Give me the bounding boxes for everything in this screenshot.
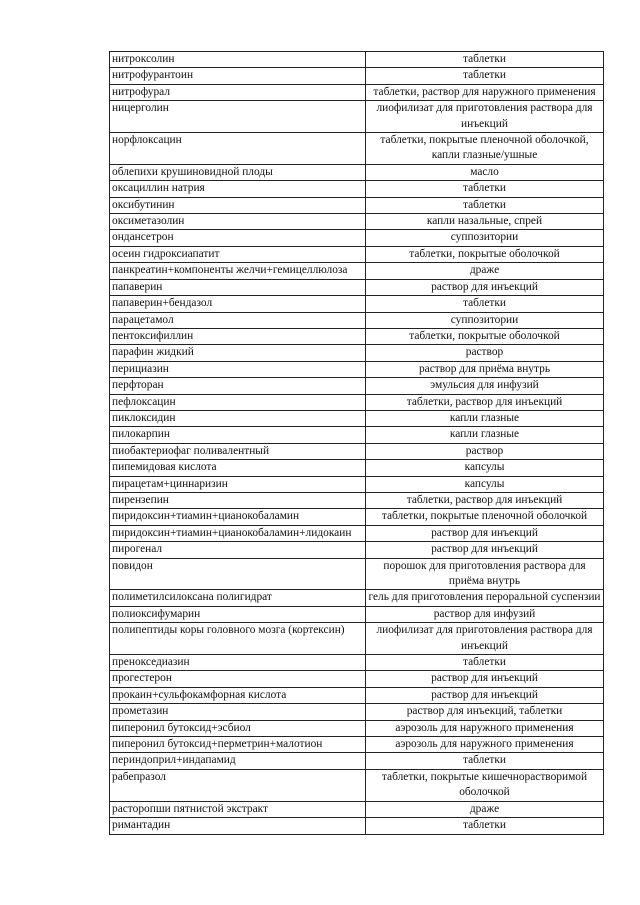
table-row — [110, 590, 604, 606]
table-row — [110, 181, 604, 197]
drug-name-cell: пиридоксин+тиамин+цианокобаламин+лидокаин — [110, 525, 366, 541]
table-row — [110, 460, 604, 476]
dosage-form-cell: таблетки — [366, 296, 604, 312]
dosage-form-cell: таблетки — [366, 818, 604, 834]
drug-name-cell: периндоприл+индапамид — [110, 753, 366, 769]
table-row — [110, 720, 604, 736]
table-row — [110, 68, 604, 84]
drug-name-cell: пиперонил бутоксид+эсбиол — [110, 720, 366, 736]
table-row — [110, 345, 604, 361]
table-row — [110, 801, 604, 817]
dosage-form-cell: раствор для инъекций — [366, 279, 604, 295]
table-row — [110, 296, 604, 312]
drug-name-cell: пилокарпин — [110, 427, 366, 443]
dosage-form-cell: драже — [366, 801, 604, 817]
dosage-form-cell: таблетки — [366, 181, 604, 197]
drug-name-cell: парацетамол — [110, 312, 366, 328]
drug-forms-table — [109, 51, 604, 835]
drug-name-cell: полипептиды коры головного мозга (кортексин) — [110, 623, 366, 655]
table-row — [110, 443, 604, 459]
drug-name-cell: ондансетрон — [110, 230, 366, 246]
table-row — [110, 84, 604, 100]
table-row — [110, 378, 604, 394]
table-row — [110, 753, 604, 769]
dosage-form-cell: таблетки — [366, 52, 604, 68]
drug-name-cell: пиклоксидин — [110, 410, 366, 426]
drug-name-cell: пиобактериофаг поливалентный — [110, 443, 366, 459]
table-row — [110, 525, 604, 541]
table-row — [110, 263, 604, 279]
dosage-form-cell: таблетки — [366, 753, 604, 769]
drug-name-cell: полиоксифумарин — [110, 606, 366, 622]
dosage-form-cell: раствор для инъекций — [366, 687, 604, 703]
drug-name-cell: оксибутинин — [110, 197, 366, 213]
drug-name-cell: парафин жидкий — [110, 345, 366, 361]
table-row — [110, 52, 604, 68]
table-row — [110, 655, 604, 671]
table-row — [110, 606, 604, 622]
table-row — [110, 279, 604, 295]
table-row — [110, 394, 604, 410]
dosage-form-cell: гель для приготовления пероральной суспензии — [366, 590, 604, 606]
dosage-form-cell: лиофилизат для приготовления раствора для инъекций — [366, 623, 604, 655]
dosage-form-cell: таблетки, покрытые пленочной оболочкой — [366, 509, 604, 525]
dosage-form-cell: капсулы — [366, 476, 604, 492]
table-row — [110, 769, 604, 801]
dosage-form-cell: раствор для инъекций — [366, 671, 604, 687]
table-row — [110, 101, 604, 133]
drug-name-cell: оксациллин натрия — [110, 181, 366, 197]
dosage-form-cell: таблетки, раствор для инъекций — [366, 394, 604, 410]
drug-name-cell: прогестерон — [110, 671, 366, 687]
drug-name-cell: пиридоксин+тиамин+цианокобаламин — [110, 509, 366, 525]
table-row — [110, 328, 604, 344]
table-row — [110, 704, 604, 720]
table-row — [110, 427, 604, 443]
drug-name-cell: панкреатин+компоненты желчи+гемицеллюлоза — [110, 263, 366, 279]
dosage-form-cell: таблетки, раствор для наружного применения — [366, 84, 604, 100]
dosage-form-cell: раствор для приёма внутрь — [366, 361, 604, 377]
dosage-form-cell: раствор для инъекций — [366, 525, 604, 541]
dosage-form-cell: таблетки — [366, 68, 604, 84]
drug-name-cell: римантадин — [110, 818, 366, 834]
drug-name-cell: пентоксифиллин — [110, 328, 366, 344]
table-row — [110, 671, 604, 687]
drug-name-cell: пирогенал — [110, 542, 366, 558]
table-row — [110, 737, 604, 753]
drug-name-cell: расторопши пятнистой экстракт — [110, 801, 366, 817]
drug-name-cell: повидон — [110, 558, 366, 590]
drug-name-cell: осеин гидроксиапатит — [110, 246, 366, 262]
drug-name-cell: ницерголин — [110, 101, 366, 133]
table-row — [110, 687, 604, 703]
dosage-form-cell: таблетки, покрытые оболочкой — [366, 328, 604, 344]
drug-name-cell: облепихи крушиновидной плоды — [110, 164, 366, 180]
dosage-form-cell: таблетки, покрытые пленочной оболочкой, капли глазные/ушные — [366, 133, 604, 165]
table-row — [110, 164, 604, 180]
drug-name-cell: полиметилсилоксана полигидрат — [110, 590, 366, 606]
dosage-form-cell: драже — [366, 263, 604, 279]
dosage-form-cell: капли глазные — [366, 427, 604, 443]
dosage-form-cell: раствор — [366, 443, 604, 459]
dosage-form-cell: таблетки — [366, 197, 604, 213]
drug-name-cell: норфлоксацин — [110, 133, 366, 165]
drug-name-cell: прокаин+сульфокамфорная кислота — [110, 687, 366, 703]
dosage-form-cell: раствор для инъекций — [366, 542, 604, 558]
dosage-form-cell: аэрозоль для наружного применения — [366, 737, 604, 753]
dosage-form-cell: лиофилизат для приготовления раствора для инъекций — [366, 101, 604, 133]
dosage-form-cell: суппозитории — [366, 312, 604, 328]
table-body — [110, 52, 604, 835]
dosage-form-cell: таблетки, покрытые оболочкой — [366, 246, 604, 262]
dosage-form-cell: таблетки, покрытые кишечнорастворимой оболочкой — [366, 769, 604, 801]
drug-name-cell: нитроксолин — [110, 52, 366, 68]
table-row — [110, 509, 604, 525]
table-row — [110, 492, 604, 508]
drug-name-cell: пипемидовая кислота — [110, 460, 366, 476]
dosage-form-cell: капли глазные — [366, 410, 604, 426]
drug-name-cell: прометазин — [110, 704, 366, 720]
dosage-form-cell: аэрозоль для наружного применения — [366, 720, 604, 736]
table-row — [110, 623, 604, 655]
dosage-form-cell: раствор для инфузий — [366, 606, 604, 622]
table-row — [110, 312, 604, 328]
dosage-form-cell: раствор для инъекций, таблетки — [366, 704, 604, 720]
drug-name-cell: папаверин — [110, 279, 366, 295]
dosage-form-cell: эмульсия для инфузий — [366, 378, 604, 394]
drug-name-cell: папаверин+бендазол — [110, 296, 366, 312]
table-row — [110, 197, 604, 213]
dosage-form-cell: капсулы — [366, 460, 604, 476]
drug-name-cell: пиперонил бутоксид+перметрин+малотион — [110, 737, 366, 753]
dosage-form-cell: капли назальные, спрей — [366, 214, 604, 230]
drug-name-cell: пирензепин — [110, 492, 366, 508]
table-row — [110, 214, 604, 230]
table-row — [110, 542, 604, 558]
table-row — [110, 558, 604, 590]
dosage-form-cell: суппозитории — [366, 230, 604, 246]
drug-name-cell: пренокседиазин — [110, 655, 366, 671]
table-row — [110, 133, 604, 165]
drug-name-cell: рабепразол — [110, 769, 366, 801]
drug-name-cell: пирацетам+циннаризин — [110, 476, 366, 492]
table-row — [110, 246, 604, 262]
drug-name-cell: перициазин — [110, 361, 366, 377]
drug-name-cell: нитрофурал — [110, 84, 366, 100]
dosage-form-cell: порошок для приготовления раствора для приёма внутрь — [366, 558, 604, 590]
dosage-form-cell: масло — [366, 164, 604, 180]
drug-name-cell: пефлоксацин — [110, 394, 366, 410]
dosage-form-cell: раствор — [366, 345, 604, 361]
table-row — [110, 361, 604, 377]
drug-name-cell: перфторан — [110, 378, 366, 394]
table-row — [110, 476, 604, 492]
dosage-form-cell: таблетки, раствор для инъекций — [366, 492, 604, 508]
table-row — [110, 818, 604, 834]
table-row — [110, 410, 604, 426]
table-row — [110, 230, 604, 246]
drug-name-cell: оксиметазолин — [110, 214, 366, 230]
dosage-form-cell: таблетки — [366, 655, 604, 671]
drug-name-cell: нитрофурантоин — [110, 68, 366, 84]
